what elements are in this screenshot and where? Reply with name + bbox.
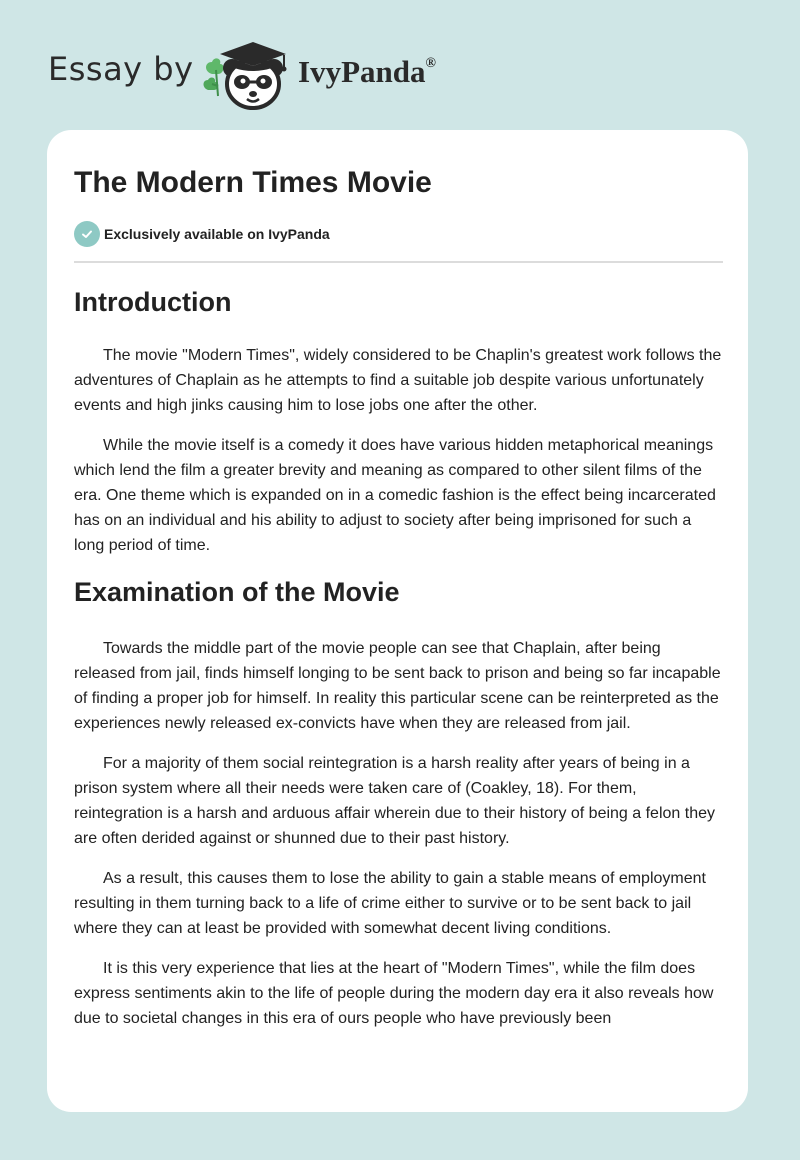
brand-header bbox=[46, 34, 506, 114]
paragraph: As a result, this causes them to lose the ability to gain a stable means of employment resulting in them turning back to a life of crime either to survive or to be sent back to jail where they can at least be provided with somewhat decent living conditions. bbox=[74, 870, 706, 937]
paragraph: For a majority of them social reintegration is a harsh reality after years of being in a prison system where all their needs were taken care of (Coakley, 18). For them, reintegration is a harsh and arduous affair wherein due to their history of being a felon they are often derided against or shunned due to their past history. bbox=[74, 755, 715, 847]
section-introduction bbox=[74, 280, 724, 558]
brand-name bbox=[298, 54, 436, 90]
brand-prefix: Essay by bbox=[48, 50, 194, 88]
paragraph: While the movie itself is a comedy it does have various hidden metaphorical meanings which lend the film a greater brevity and meaning as compared to other silent films of the era. One theme which is expanded on in a comedic fashion is the effect being incarcerated has on an individual and his ability to adjust to society after being imprisoned for such a long period of time. bbox=[74, 437, 716, 554]
essay-card bbox=[47, 130, 748, 1112]
paragraph: Towards the middle part of the movie people can see that Chaplain, after being released from jail, finds himself longing to be sent back to prison and being so far incapable of finding a proper job for himself. In reality this particular scene can be reinterpreted as the experiences newly released ex-convicts have when they are released from jail. bbox=[74, 640, 721, 732]
title-divider bbox=[74, 261, 723, 263]
section-heading: Examination of the Movie bbox=[74, 577, 400, 607]
paragraph: It is this very experience that lies at the heart of "Modern Times", while the film does express sentiments akin to the life of people during the modern day era it also reveals how due to societal changes in this era of ours people who have previously been bbox=[74, 960, 714, 1027]
page-title: The Modern Times Movie bbox=[74, 166, 432, 199]
brand-name-text: IvyPanda bbox=[298, 54, 426, 89]
registered-mark: ® bbox=[425, 55, 436, 71]
paragraph: The movie "Modern Times", widely considered to be Chaplin's greatest work follows the adventures of Chaplain as he attempts to find a suitable job despite various unfortunately events and high jinks causing him to lose jobs one after the other. bbox=[74, 347, 722, 414]
check-circle-icon bbox=[74, 221, 100, 247]
essay-body bbox=[74, 280, 724, 1031]
ivy-leaf-icon bbox=[204, 58, 224, 96]
section-heading: Introduction bbox=[74, 287, 232, 317]
panda-graduate-logo-icon bbox=[202, 34, 296, 112]
exclusive-label: Exclusively available on IvyPanda bbox=[104, 226, 330, 242]
exclusive-badge bbox=[74, 221, 330, 247]
section-examination bbox=[74, 570, 724, 1031]
